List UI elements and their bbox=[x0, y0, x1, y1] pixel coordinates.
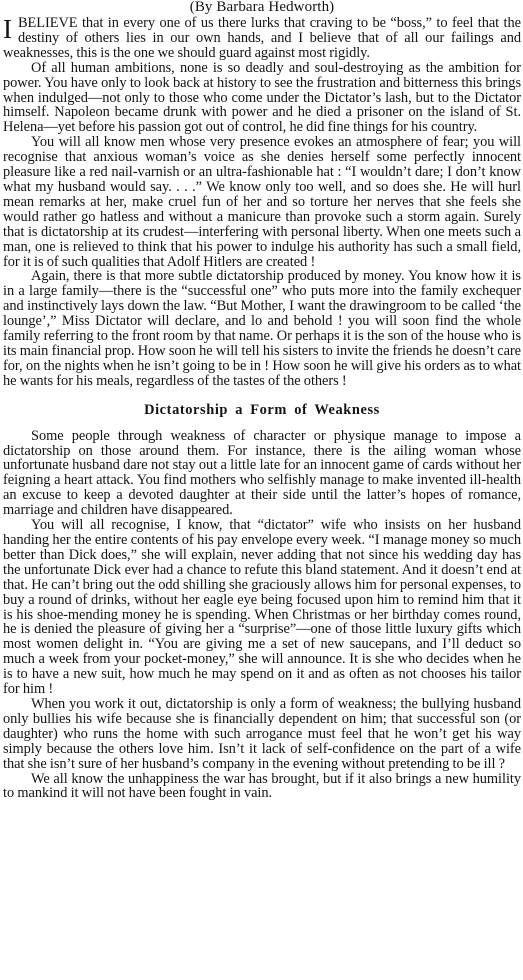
paragraph-text: BELIEVE that in every one of us there lurks that craving to be “boss,” to feel that the destiny of others lies in our own hands, and I believe that of all our failings and weaknesses, this is the one we should guard against most rigidly. bbox=[3, 15, 521, 61]
article-paragraph: When you work it out, dictatorship is only a form of weakness; the bullying husband only bullies his wife because she is financially dependent on him; that successful son (or daughter) who runs the home with such arrogance must feel that he won’t get his way simply because the others love him. Isn’t it lack of self-confidence on the part of a wife that she isn’t sure of her husband’s company in the evening without pretending to be ill ? bbox=[3, 695, 521, 772]
article-paragraph: Again, there is that more subtle dictatorship produced by money. You know how it is in a large family—there is the “successful one” who puts more into the family exchequer and instinctively lays down the law. “But Mother, I want the drawingroom to be called ‘the lounge’,” Miss Dictator will declare, and lo and behold ! you will soon find the whole family referring to the front room by that name. Or perhaps it is the son of the house who is its main financial prop. How soon he will tell his sisters to invite the friends he doesn’t care for, on the nights when he isn’t going to be in ! How soon he will give his orders as to what he wants for his meals, regardless of the tastes of the others ! bbox=[3, 268, 521, 389]
article-paragraph: You will all know men whose very presence evokes an atmosphere of fear; you will recognise that anxious woman’s voice as she denies herself some perfectly innocent pleasure like a red nail-varnish or an ultra-fashionable hat : “I wouldn’t dare; I don’t know what my husband would say. . . .” We know only too well, and so does she. He will hurl mean remarks at her, make cruel fun of her and so torture her nerves that she feels she would rather go hatless and without a manicure than provoke such a storm again. Surely that is dictatorship at its crudest—interfering with personal liberty. When one meets such a man, one is relieved to think that his power to indulge his authority has such a small field, for it is of such qualities that Adolf Hitlers are created ! bbox=[3, 134, 521, 270]
article-paragraph: Some people through weakness of character or physique manage to impose a dictatorship on those around them. For instance, there is the ailing woman whose unfortunate husband dare not stay out a little late for an innocent game of cards without her feigning a heart attack. You find mothers who selfishly manage to make invented ill-health an excuse to keep a devoted daughter at their side until the latter’s hopes of romance, marriage and children have disappeared. bbox=[3, 427, 521, 519]
article-paragraph: Of all human ambitions, none is so deadly and soul-destroying as the ambition for power. You have only to look back at history to see the frustration and bitterness this brings when indulged—not only to those who come under the Dictator’s lash, but to the Dictator himself. Napoleon became drunk with power and he died a prisoner on the island of St. Helena—yet before his passion got out of control, he did fine things for his country. bbox=[3, 59, 521, 136]
section-subheading: Dictatorship a Form of Weakness bbox=[144, 401, 380, 418]
article-byline: (By Barbara Hedworth) bbox=[189, 0, 335, 15]
drop-cap: I bbox=[3, 14, 12, 44]
article-paragraph bbox=[3, 16, 521, 61]
article-paragraph: We all know the unhappiness the war has brought, but if it also brings a new humility to mankind it will not have been fought in vain. bbox=[3, 770, 521, 802]
article-paragraph: You will all recognise, I know, that “dictator” wife who insists on her husband handing her the entire contents of his pay envelope every week. “I manage money so much better than Dick does,” she will explain, never adding that not since his wedding day has the unfortunate Dick ever had a chance to refute this bland statement. And it doesn’t end at that. He can’t bring out the odd shilling she graciously allows him for personal expenses, to buy a round of drinks, without her eagle eye being focused upon him to remind him that it is his shoe-mending money he is spending. When Christmas or her birthday comes round, he is denied the pleasure of giving her a “surprise”—one of those little luxury gifts which most women delight in. “You are giving me a set of new saucepans, and I’ll deduct so much a week from your pocket-money,” she will announce. It is she who decides when he is to have a new suit, how much he may spend on it and as often as not chooses his tailor for him ! bbox=[3, 517, 521, 698]
